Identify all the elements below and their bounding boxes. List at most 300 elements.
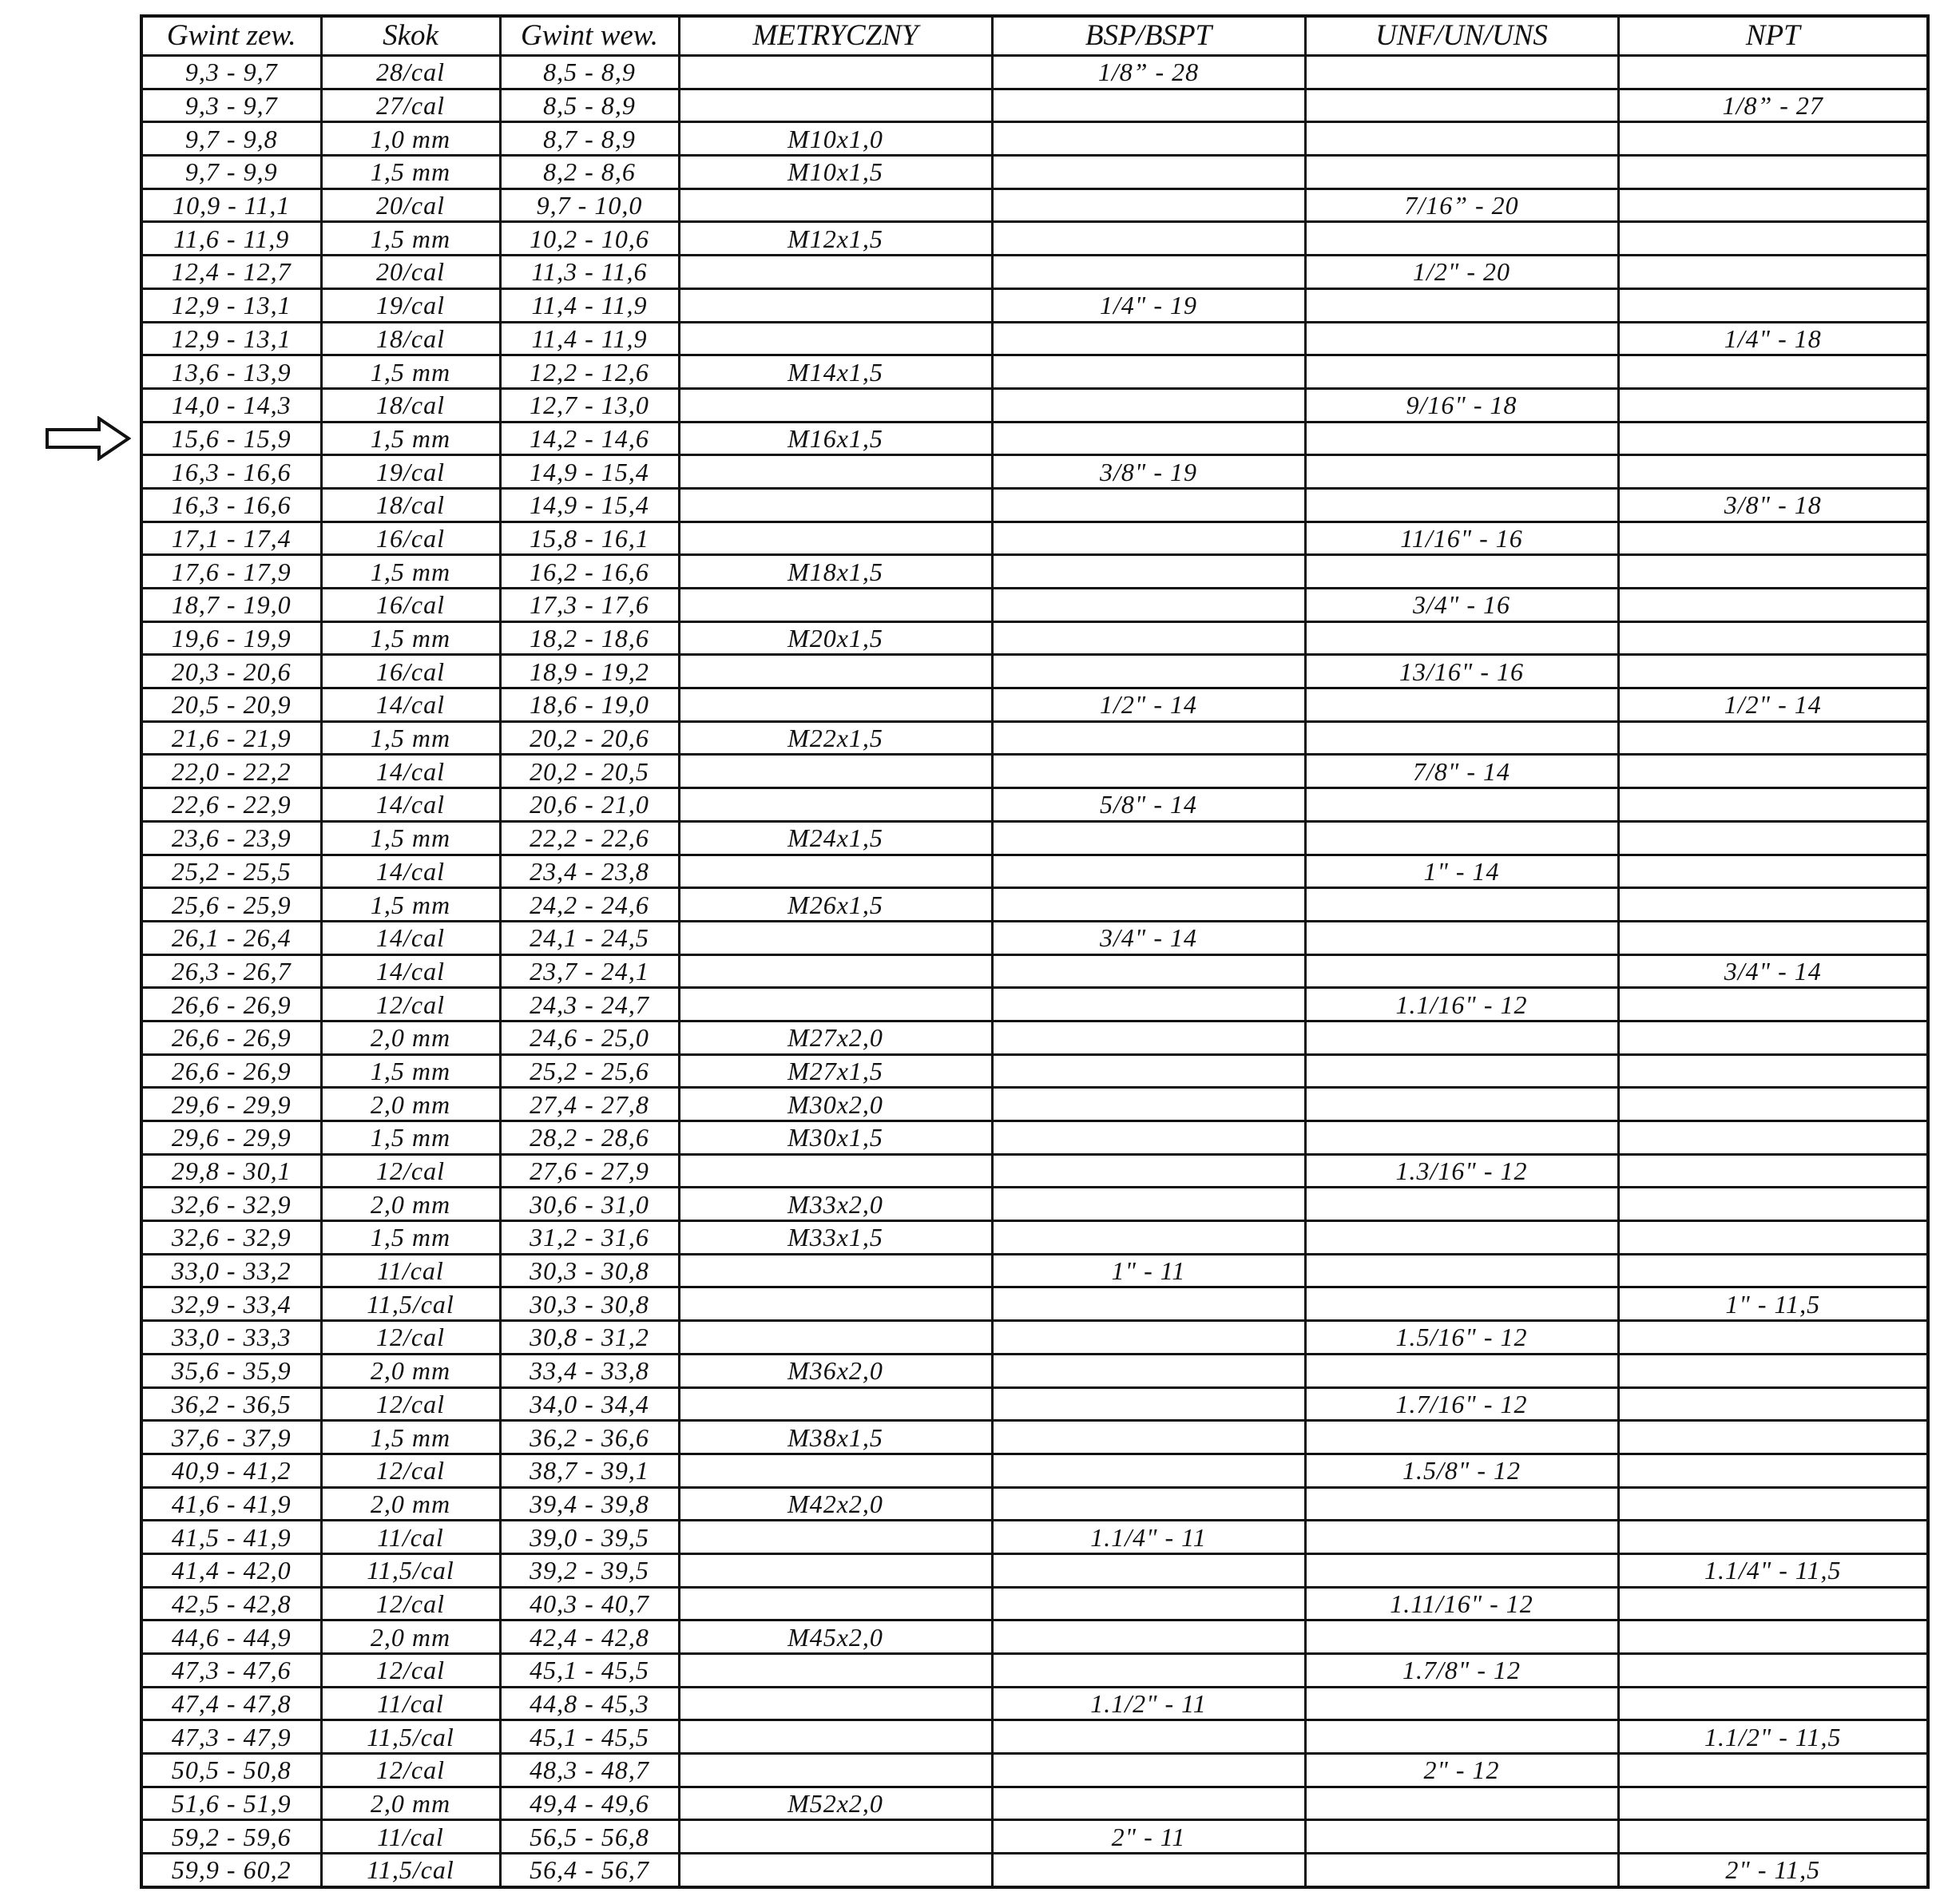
table-row: [141, 1354, 1928, 1387]
cell-internal-thread: 42,4 - 42,8: [500, 1620, 679, 1654]
cell-metric: M22x1,5: [679, 721, 992, 755]
cell-pitch: 18/cal: [321, 322, 500, 355]
cell-pitch: 1,5 mm: [321, 888, 500, 922]
cell-npt: [1618, 1487, 1928, 1521]
cell-unf-un-uns: [1305, 455, 1618, 489]
cell-npt: [1618, 1521, 1928, 1554]
cell-bsp-bspt: [992, 888, 1305, 922]
cell-internal-thread: 38,7 - 39,1: [500, 1454, 679, 1487]
cell-metric: M16x1,5: [679, 422, 992, 455]
cell-pitch: 2,0 mm: [321, 1787, 500, 1820]
cell-pitch: 20/cal: [321, 256, 500, 289]
cell-internal-thread: 28,2 - 28,6: [500, 1121, 679, 1155]
table-row: [141, 455, 1928, 489]
cell-bsp-bspt: [992, 555, 1305, 589]
table-row: [141, 1521, 1928, 1554]
cell-npt: [1618, 188, 1928, 222]
cell-external-thread: 9,3 - 9,7: [141, 89, 321, 122]
cell-bsp-bspt: [992, 589, 1305, 622]
cell-internal-thread: 31,2 - 31,6: [500, 1221, 679, 1255]
cell-metric: M33x2,0: [679, 1188, 992, 1221]
cell-internal-thread: 34,0 - 34,4: [500, 1387, 679, 1421]
cell-bsp-bspt: [992, 954, 1305, 988]
table-row: [141, 855, 1928, 888]
cell-metric: [679, 788, 992, 822]
cell-external-thread: 32,9 - 33,4: [141, 1287, 321, 1321]
table-row: [141, 488, 1928, 522]
cell-external-thread: 35,6 - 35,9: [141, 1354, 321, 1387]
cell-internal-thread: 8,2 - 8,6: [500, 156, 679, 189]
cell-bsp-bspt: 1/8” - 28: [992, 56, 1305, 89]
table-row: [141, 1088, 1928, 1121]
cell-pitch: 1,5 mm: [321, 156, 500, 189]
table-row: [141, 288, 1928, 322]
cell-npt: 1/4" - 18: [1618, 322, 1928, 355]
cell-internal-thread: 9,7 - 10,0: [500, 188, 679, 222]
cell-internal-thread: 23,4 - 23,8: [500, 855, 679, 888]
cell-metric: M45x2,0: [679, 1620, 992, 1654]
table-row: [141, 1321, 1928, 1355]
cell-npt: [1618, 56, 1928, 89]
cell-metric: [679, 288, 992, 322]
cell-unf-un-uns: [1305, 355, 1618, 389]
cell-npt: [1618, 256, 1928, 289]
cell-unf-un-uns: 13/16" - 16: [1305, 655, 1618, 688]
cell-bsp-bspt: [992, 1553, 1305, 1587]
cell-metric: M27x1,5: [679, 1054, 992, 1088]
cell-bsp-bspt: [992, 821, 1305, 855]
table-row: [141, 921, 1928, 954]
cell-metric: M10x1,0: [679, 122, 992, 156]
cell-npt: [1618, 555, 1928, 589]
cell-bsp-bspt: [992, 1454, 1305, 1487]
cell-external-thread: 59,9 - 60,2: [141, 1854, 321, 1887]
cell-pitch: 1,5 mm: [321, 422, 500, 455]
cell-external-thread: 47,3 - 47,9: [141, 1720, 321, 1754]
cell-pitch: 12/cal: [321, 1654, 500, 1688]
cell-bsp-bspt: [992, 422, 1305, 455]
cell-pitch: 12/cal: [321, 988, 500, 1021]
cell-pitch: 14/cal: [321, 921, 500, 954]
cell-unf-un-uns: 9/16" - 18: [1305, 388, 1618, 422]
table-row: [141, 1188, 1928, 1221]
cell-unf-un-uns: [1305, 888, 1618, 922]
cell-metric: [679, 688, 992, 722]
cell-internal-thread: 17,3 - 17,6: [500, 589, 679, 622]
cell-pitch: 11,5/cal: [321, 1553, 500, 1587]
cell-external-thread: 9,7 - 9,8: [141, 122, 321, 156]
cell-external-thread: 10,9 - 11,1: [141, 188, 321, 222]
cell-npt: 1.1/4" - 11,5: [1618, 1553, 1928, 1587]
cell-internal-thread: 11,4 - 11,9: [500, 288, 679, 322]
cell-external-thread: 23,6 - 23,9: [141, 821, 321, 855]
cell-pitch: 12/cal: [321, 1387, 500, 1421]
cell-internal-thread: 44,8 - 45,3: [500, 1687, 679, 1720]
cell-metric: [679, 1754, 992, 1787]
cell-pitch: 1,5 mm: [321, 1221, 500, 1255]
cell-metric: M24x1,5: [679, 821, 992, 855]
cell-internal-thread: 40,3 - 40,7: [500, 1587, 679, 1620]
cell-metric: M26x1,5: [679, 888, 992, 922]
cell-pitch: 14/cal: [321, 954, 500, 988]
cell-external-thread: 32,6 - 32,9: [141, 1221, 321, 1255]
cell-unf-un-uns: 1.5/8" - 12: [1305, 1454, 1618, 1487]
cell-external-thread: 20,5 - 20,9: [141, 688, 321, 722]
cell-external-thread: 41,5 - 41,9: [141, 1521, 321, 1554]
cell-bsp-bspt: [992, 522, 1305, 555]
cell-external-thread: 12,4 - 12,7: [141, 256, 321, 289]
cell-pitch: 16/cal: [321, 522, 500, 555]
cell-pitch: 1,5 mm: [321, 621, 500, 655]
cell-metric: [679, 1287, 992, 1321]
cell-external-thread: 22,6 - 22,9: [141, 788, 321, 822]
cell-external-thread: 16,3 - 16,6: [141, 488, 321, 522]
cell-metric: M42x2,0: [679, 1487, 992, 1521]
cell-bsp-bspt: [992, 655, 1305, 688]
cell-external-thread: 17,6 - 17,9: [141, 555, 321, 589]
cell-metric: M33x1,5: [679, 1221, 992, 1255]
cell-internal-thread: 11,4 - 11,9: [500, 322, 679, 355]
cell-npt: [1618, 1387, 1928, 1421]
cell-metric: [679, 1154, 992, 1188]
cell-npt: [1618, 422, 1928, 455]
cell-metric: [679, 1387, 992, 1421]
cell-internal-thread: 11,3 - 11,6: [500, 256, 679, 289]
cell-unf-un-uns: [1305, 488, 1618, 522]
cell-external-thread: 50,5 - 50,8: [141, 1754, 321, 1787]
cell-npt: [1618, 455, 1928, 489]
cell-bsp-bspt: [992, 1088, 1305, 1121]
cell-internal-thread: 25,2 - 25,6: [500, 1054, 679, 1088]
cell-internal-thread: 56,5 - 56,8: [500, 1820, 679, 1854]
cell-pitch: 1,5 mm: [321, 555, 500, 589]
cell-metric: [679, 455, 992, 489]
cell-external-thread: 20,3 - 20,6: [141, 655, 321, 688]
cell-bsp-bspt: [992, 1054, 1305, 1088]
table-row: [141, 1787, 1928, 1820]
cell-external-thread: 47,4 - 47,8: [141, 1687, 321, 1720]
cell-bsp-bspt: [992, 322, 1305, 355]
cell-unf-un-uns: [1305, 1054, 1618, 1088]
cell-unf-un-uns: [1305, 954, 1618, 988]
cell-pitch: 2,0 mm: [321, 1188, 500, 1221]
cell-pitch: 20/cal: [321, 188, 500, 222]
cell-bsp-bspt: [992, 1421, 1305, 1454]
cell-external-thread: 29,8 - 30,1: [141, 1154, 321, 1188]
cell-bsp-bspt: 1.1/4" - 11: [992, 1521, 1305, 1554]
cell-npt: [1618, 888, 1928, 922]
cell-unf-un-uns: [1305, 1620, 1618, 1654]
cell-npt: [1618, 1421, 1928, 1454]
table-header-row: [141, 16, 1928, 56]
cell-unf-un-uns: [1305, 621, 1618, 655]
cell-internal-thread: 24,3 - 24,7: [500, 988, 679, 1021]
cell-metric: [679, 954, 992, 988]
cell-npt: [1618, 655, 1928, 688]
table-row: [141, 821, 1928, 855]
cell-bsp-bspt: [992, 1354, 1305, 1387]
cell-metric: M10x1,5: [679, 156, 992, 189]
cell-npt: [1618, 1321, 1928, 1355]
table-row: [141, 755, 1928, 788]
cell-npt: [1618, 589, 1928, 622]
cell-bsp-bspt: [992, 988, 1305, 1021]
cell-unf-un-uns: [1305, 555, 1618, 589]
cell-unf-un-uns: [1305, 788, 1618, 822]
table-row: [141, 688, 1928, 722]
cell-metric: [679, 855, 992, 888]
table-row: [141, 1687, 1928, 1720]
cell-npt: 1/8” - 27: [1618, 89, 1928, 122]
cell-bsp-bspt: [992, 1321, 1305, 1355]
cell-internal-thread: 14,2 - 14,6: [500, 422, 679, 455]
cell-pitch: 12/cal: [321, 1154, 500, 1188]
header-unf-un-uns: UNF/UN/UNS: [1305, 16, 1618, 56]
cell-external-thread: 26,6 - 26,9: [141, 1021, 321, 1054]
cell-pitch: 19/cal: [321, 455, 500, 489]
table-row: [141, 621, 1928, 655]
cell-external-thread: 42,5 - 42,8: [141, 1587, 321, 1620]
cell-pitch: 2,0 mm: [321, 1021, 500, 1054]
cell-external-thread: 17,1 - 17,4: [141, 522, 321, 555]
cell-metric: [679, 1553, 992, 1587]
cell-internal-thread: 27,4 - 27,8: [500, 1088, 679, 1121]
table-row: [141, 1454, 1928, 1487]
cell-pitch: 12/cal: [321, 1587, 500, 1620]
cell-internal-thread: 45,1 - 45,5: [500, 1654, 679, 1688]
cell-bsp-bspt: 5/8" - 14: [992, 788, 1305, 822]
cell-external-thread: 29,6 - 29,9: [141, 1088, 321, 1121]
cell-unf-un-uns: [1305, 1254, 1618, 1287]
cell-pitch: 12/cal: [321, 1754, 500, 1787]
header-external-thread: Gwint zew.: [141, 16, 321, 56]
table-row: [141, 56, 1928, 89]
cell-internal-thread: 14,9 - 15,4: [500, 455, 679, 489]
table-row: [141, 1221, 1928, 1255]
cell-npt: [1618, 1221, 1928, 1255]
cell-internal-thread: 8,5 - 8,9: [500, 89, 679, 122]
cell-pitch: 18/cal: [321, 488, 500, 522]
cell-unf-un-uns: 1.7/16" - 12: [1305, 1387, 1618, 1421]
cell-pitch: 11/cal: [321, 1687, 500, 1720]
cell-unf-un-uns: 7/16” - 20: [1305, 188, 1618, 222]
cell-npt: 2" - 11,5: [1618, 1854, 1928, 1887]
cell-npt: [1618, 288, 1928, 322]
cell-unf-un-uns: 1.5/16" - 12: [1305, 1321, 1618, 1355]
table-row: [141, 1487, 1928, 1521]
cell-npt: 3/8" - 18: [1618, 488, 1928, 522]
cell-internal-thread: 36,2 - 36,6: [500, 1421, 679, 1454]
cell-pitch: 16/cal: [321, 589, 500, 622]
cell-npt: [1618, 1787, 1928, 1820]
cell-pitch: 11,5/cal: [321, 1287, 500, 1321]
cell-metric: [679, 89, 992, 122]
table-row: [141, 1254, 1928, 1287]
cell-npt: [1618, 1121, 1928, 1155]
cell-metric: [679, 256, 992, 289]
cell-bsp-bspt: [992, 1754, 1305, 1787]
cell-npt: [1618, 1754, 1928, 1787]
cell-external-thread: 40,9 - 41,2: [141, 1454, 321, 1487]
cell-pitch: 1,5 mm: [321, 222, 500, 256]
header-bsp-bspt: BSP/BSPT: [992, 16, 1305, 56]
cell-internal-thread: 30,3 - 30,8: [500, 1254, 679, 1287]
cell-external-thread: 16,3 - 16,6: [141, 455, 321, 489]
table-row: [141, 122, 1928, 156]
cell-bsp-bspt: [992, 488, 1305, 522]
cell-unf-un-uns: [1305, 89, 1618, 122]
cell-unf-un-uns: [1305, 1820, 1618, 1854]
cell-pitch: 2,0 mm: [321, 1354, 500, 1387]
table-row: [141, 522, 1928, 555]
cell-metric: [679, 522, 992, 555]
cell-bsp-bspt: [992, 1787, 1305, 1820]
cell-unf-un-uns: 1" - 14: [1305, 855, 1618, 888]
cell-metric: [679, 1687, 992, 1720]
table-row: [141, 156, 1928, 189]
cell-npt: [1618, 156, 1928, 189]
cell-external-thread: 29,6 - 29,9: [141, 1121, 321, 1155]
cell-bsp-bspt: [992, 1387, 1305, 1421]
cell-unf-un-uns: [1305, 422, 1618, 455]
table-row: [141, 788, 1928, 822]
table-row: [141, 1154, 1928, 1188]
cell-external-thread: 47,3 - 47,6: [141, 1654, 321, 1688]
cell-bsp-bspt: 2" - 11: [992, 1820, 1305, 1854]
cell-pitch: 11/cal: [321, 1254, 500, 1287]
cell-internal-thread: 24,6 - 25,0: [500, 1021, 679, 1054]
cell-unf-un-uns: [1305, 1088, 1618, 1121]
cell-metric: [679, 1321, 992, 1355]
cell-internal-thread: 12,7 - 13,0: [500, 388, 679, 422]
cell-unf-un-uns: [1305, 1421, 1618, 1454]
cell-metric: M36x2,0: [679, 1354, 992, 1387]
cell-unf-un-uns: [1305, 1354, 1618, 1387]
cell-npt: [1618, 755, 1928, 788]
cell-bsp-bspt: [992, 1154, 1305, 1188]
cell-bsp-bspt: [992, 1654, 1305, 1688]
table-row: [141, 222, 1928, 256]
table-row: [141, 388, 1928, 422]
cell-bsp-bspt: 3/8" - 19: [992, 455, 1305, 489]
cell-external-thread: 25,6 - 25,9: [141, 888, 321, 922]
table-row: [141, 888, 1928, 922]
cell-metric: M18x1,5: [679, 555, 992, 589]
table-row: [141, 721, 1928, 755]
cell-npt: [1618, 122, 1928, 156]
cell-pitch: 1,5 mm: [321, 1054, 500, 1088]
cell-metric: [679, 921, 992, 954]
cell-bsp-bspt: [992, 222, 1305, 256]
cell-metric: M38x1,5: [679, 1421, 992, 1454]
cell-npt: [1618, 1054, 1928, 1088]
cell-unf-un-uns: [1305, 122, 1618, 156]
cell-pitch: 12/cal: [321, 1454, 500, 1487]
table-row: [141, 1387, 1928, 1421]
cell-metric: [679, 1654, 992, 1688]
cell-unf-un-uns: [1305, 1221, 1618, 1255]
cell-external-thread: 11,6 - 11,9: [141, 222, 321, 256]
cell-bsp-bspt: [992, 256, 1305, 289]
row-pointer-arrow-icon: [45, 416, 131, 461]
table-row: [141, 1287, 1928, 1321]
cell-unf-un-uns: [1305, 1121, 1618, 1155]
cell-npt: 1.1/2" - 11,5: [1618, 1720, 1928, 1754]
cell-bsp-bspt: [992, 1121, 1305, 1155]
cell-internal-thread: 33,4 - 33,8: [500, 1354, 679, 1387]
header-npt: NPT: [1618, 16, 1928, 56]
cell-unf-un-uns: 3/4" - 16: [1305, 589, 1618, 622]
table-row: [141, 256, 1928, 289]
cell-metric: M30x1,5: [679, 1121, 992, 1155]
cell-external-thread: 51,6 - 51,9: [141, 1787, 321, 1820]
cell-unf-un-uns: 1.1/16" - 12: [1305, 988, 1618, 1021]
cell-internal-thread: 24,1 - 24,5: [500, 921, 679, 954]
cell-unf-un-uns: [1305, 1787, 1618, 1820]
cell-pitch: 2,0 mm: [321, 1487, 500, 1521]
cell-internal-thread: 18,9 - 19,2: [500, 655, 679, 688]
cell-metric: [679, 988, 992, 1021]
cell-npt: [1618, 821, 1928, 855]
cell-external-thread: 44,6 - 44,9: [141, 1620, 321, 1654]
cell-unf-un-uns: [1305, 1720, 1618, 1754]
header-metric: METRYCZNY: [679, 16, 992, 56]
cell-npt: [1618, 788, 1928, 822]
cell-metric: [679, 1820, 992, 1854]
table-row: [141, 589, 1928, 622]
cell-pitch: 1,5 mm: [321, 1121, 500, 1155]
cell-pitch: 27/cal: [321, 89, 500, 122]
cell-pitch: 28/cal: [321, 56, 500, 89]
table-row: [141, 1421, 1928, 1454]
table-row: [141, 1854, 1928, 1887]
cell-external-thread: 33,0 - 33,2: [141, 1254, 321, 1287]
cell-internal-thread: 18,2 - 18,6: [500, 621, 679, 655]
cell-metric: [679, 322, 992, 355]
header-internal-thread: Gwint wew.: [500, 16, 679, 56]
cell-internal-thread: 30,8 - 31,2: [500, 1321, 679, 1355]
cell-pitch: 1,0 mm: [321, 122, 500, 156]
cell-unf-un-uns: [1305, 921, 1618, 954]
cell-external-thread: 26,6 - 26,9: [141, 988, 321, 1021]
cell-unf-un-uns: 11/16" - 16: [1305, 522, 1618, 555]
cell-external-thread: 9,7 - 9,9: [141, 156, 321, 189]
cell-npt: 1" - 11,5: [1618, 1287, 1928, 1321]
cell-bsp-bspt: [992, 89, 1305, 122]
cell-metric: [679, 755, 992, 788]
cell-internal-thread: 12,2 - 12,6: [500, 355, 679, 389]
cell-internal-thread: 18,6 - 19,0: [500, 688, 679, 722]
cell-pitch: 12/cal: [321, 1321, 500, 1355]
cell-external-thread: 26,6 - 26,9: [141, 1054, 321, 1088]
cell-bsp-bspt: [992, 621, 1305, 655]
cell-metric: M27x2,0: [679, 1021, 992, 1054]
cell-external-thread: 33,0 - 33,3: [141, 1321, 321, 1355]
cell-pitch: 14/cal: [321, 755, 500, 788]
cell-npt: [1618, 921, 1928, 954]
cell-internal-thread: 15,8 - 16,1: [500, 522, 679, 555]
cell-metric: [679, 188, 992, 222]
cell-bsp-bspt: 1" - 11: [992, 1254, 1305, 1287]
cell-bsp-bspt: 1/4" - 19: [992, 288, 1305, 322]
cell-internal-thread: 20,2 - 20,6: [500, 721, 679, 755]
cell-bsp-bspt: [992, 721, 1305, 755]
cell-external-thread: 9,3 - 9,7: [141, 56, 321, 89]
cell-bsp-bspt: [992, 855, 1305, 888]
cell-external-thread: 18,7 - 19,0: [141, 589, 321, 622]
cell-internal-thread: 39,0 - 39,5: [500, 1521, 679, 1554]
table-row: [141, 1720, 1928, 1754]
